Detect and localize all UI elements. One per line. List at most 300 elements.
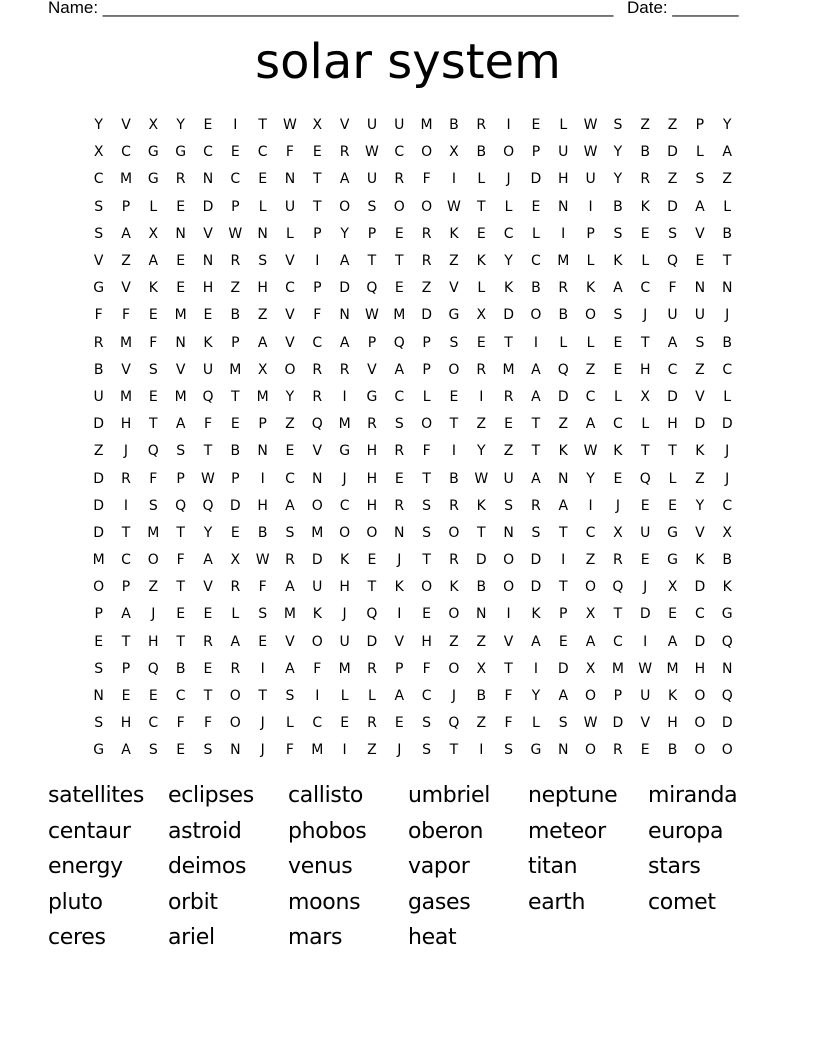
grid-cell[interactable]: G bbox=[147, 171, 159, 188]
grid-cell[interactable]: X bbox=[476, 660, 487, 677]
grid-cell[interactable]: S bbox=[449, 334, 459, 351]
grid-cell[interactable]: B bbox=[722, 552, 733, 569]
grid-cell[interactable]: I bbox=[260, 470, 265, 487]
grid-cell[interactable]: B bbox=[667, 742, 678, 759]
grid-cell[interactable]: Z bbox=[503, 443, 514, 460]
grid-cell[interactable]: E bbox=[148, 688, 158, 705]
grid-cell[interactable]: G bbox=[93, 742, 105, 759]
grid-cell[interactable]: S bbox=[203, 742, 213, 759]
grid-cell[interactable]: H bbox=[366, 497, 378, 514]
grid-cell[interactable]: E bbox=[176, 198, 186, 215]
grid-cell[interactable]: C bbox=[667, 361, 678, 378]
grid-cell[interactable]: W bbox=[228, 225, 243, 242]
grid-cell[interactable]: Z bbox=[449, 253, 459, 270]
grid-cell[interactable]: G bbox=[530, 742, 542, 759]
grid-cell[interactable]: T bbox=[313, 198, 322, 215]
grid-cell[interactable]: R bbox=[449, 552, 459, 569]
grid-cell[interactable]: A bbox=[203, 552, 213, 569]
grid-cell[interactable]: O bbox=[421, 579, 433, 596]
grid-cell[interactable]: V bbox=[285, 253, 295, 270]
grid-cell[interactable]: O bbox=[721, 742, 733, 759]
grid-cell[interactable]: T bbox=[313, 171, 322, 188]
grid-cell[interactable]: W bbox=[365, 307, 379, 324]
grid-cell[interactable]: U bbox=[640, 524, 651, 541]
grid-cell[interactable]: A bbox=[531, 470, 541, 487]
grid-cell[interactable]: L bbox=[723, 388, 732, 405]
grid-cell[interactable]: T bbox=[558, 524, 568, 541]
grid-cell[interactable]: V bbox=[695, 225, 705, 242]
grid-cell[interactable]: Q bbox=[393, 334, 405, 351]
grid-cell[interactable]: C bbox=[722, 361, 733, 378]
grid-cell[interactable]: R bbox=[394, 443, 405, 460]
grid-cell[interactable]: E bbox=[394, 280, 404, 297]
grid-cell[interactable]: K bbox=[476, 497, 486, 514]
grid-cell[interactable]: D bbox=[93, 497, 105, 514]
grid-cell[interactable]: X bbox=[640, 388, 651, 405]
grid-cell[interactable]: H bbox=[694, 660, 706, 677]
grid-cell[interactable]: N bbox=[230, 742, 241, 759]
grid-cell[interactable]: P bbox=[422, 361, 431, 378]
grid-cell[interactable]: F bbox=[313, 660, 322, 677]
grid-cell[interactable]: C bbox=[640, 280, 651, 297]
grid-cell[interactable]: H bbox=[667, 416, 678, 433]
grid-cell[interactable]: S bbox=[285, 688, 295, 705]
grid-cell[interactable]: C bbox=[257, 144, 268, 161]
grid-cell[interactable]: A bbox=[394, 688, 405, 705]
grid-cell[interactable]: S bbox=[94, 715, 104, 732]
grid-cell[interactable]: W bbox=[283, 117, 297, 134]
grid-cell[interactable]: Z bbox=[476, 633, 487, 650]
grid-cell[interactable]: E bbox=[176, 253, 186, 270]
grid-cell[interactable]: O bbox=[393, 198, 405, 215]
grid-cell[interactable]: L bbox=[668, 470, 677, 487]
grid-cell[interactable]: K bbox=[722, 579, 732, 596]
grid-cell[interactable]: C bbox=[93, 171, 104, 188]
grid-cell[interactable]: E bbox=[230, 144, 240, 161]
grid-cell[interactable]: K bbox=[203, 334, 213, 351]
grid-cell[interactable]: N bbox=[175, 225, 186, 242]
grid-cell[interactable]: T bbox=[668, 443, 677, 460]
grid-cell[interactable]: G bbox=[448, 307, 460, 324]
grid-cell[interactable]: I bbox=[479, 742, 484, 759]
grid-cell[interactable]: C bbox=[722, 497, 733, 514]
grid-cell[interactable]: Z bbox=[476, 416, 487, 433]
grid-cell[interactable]: T bbox=[176, 524, 185, 541]
grid-cell[interactable]: I bbox=[506, 117, 511, 134]
grid-cell[interactable]: D bbox=[667, 144, 678, 161]
grid-cell[interactable]: S bbox=[531, 524, 541, 541]
grid-cell[interactable]: U bbox=[558, 144, 569, 161]
grid-cell[interactable]: O bbox=[694, 715, 706, 732]
grid-cell[interactable]: R bbox=[230, 579, 241, 596]
grid-cell[interactable]: P bbox=[231, 198, 240, 215]
grid-cell[interactable]: A bbox=[394, 361, 405, 378]
grid-cell[interactable]: E bbox=[695, 253, 705, 270]
grid-cell[interactable]: A bbox=[339, 171, 350, 188]
grid-cell[interactable]: E bbox=[476, 334, 486, 351]
grid-cell[interactable]: C bbox=[339, 497, 350, 514]
grid-cell[interactable]: A bbox=[285, 579, 295, 596]
grid-cell[interactable]: E bbox=[613, 470, 623, 487]
grid-cell[interactable]: Z bbox=[476, 715, 487, 732]
grid-cell[interactable]: O bbox=[448, 660, 460, 677]
grid-cell[interactable]: O bbox=[448, 606, 460, 623]
grid-cell[interactable]: H bbox=[257, 280, 268, 297]
grid-cell[interactable]: R bbox=[312, 361, 323, 378]
grid-cell[interactable]: A bbox=[285, 497, 295, 514]
grid-cell[interactable]: O bbox=[503, 552, 515, 569]
grid-cell[interactable]: K bbox=[476, 253, 486, 270]
grid-cell[interactable]: E bbox=[668, 606, 677, 623]
grid-cell[interactable]: F bbox=[94, 307, 103, 324]
grid-cell[interactable]: E bbox=[94, 633, 104, 650]
grid-cell[interactable]: E bbox=[422, 606, 432, 623]
grid-cell[interactable]: G bbox=[366, 388, 378, 405]
grid-cell[interactable]: M bbox=[92, 552, 105, 569]
grid-cell[interactable]: S bbox=[148, 361, 158, 378]
grid-cell[interactable]: D bbox=[694, 579, 706, 596]
grid-cell[interactable]: X bbox=[312, 117, 323, 134]
date-field[interactable]: Date: _______ bbox=[627, 0, 739, 17]
grid-cell[interactable]: T bbox=[476, 198, 486, 215]
grid-cell[interactable]: C bbox=[585, 524, 596, 541]
grid-cell[interactable]: E bbox=[531, 117, 541, 134]
grid-cell[interactable]: E bbox=[176, 280, 186, 297]
grid-cell[interactable]: C bbox=[285, 470, 295, 487]
grid-cell[interactable]: M bbox=[119, 334, 133, 351]
grid-cell[interactable]: A bbox=[585, 416, 596, 433]
grid-cell[interactable]: N bbox=[721, 280, 733, 297]
grid-cell[interactable]: K bbox=[394, 579, 404, 596]
grid-cell[interactable]: V bbox=[640, 715, 651, 732]
grid-cell[interactable]: S bbox=[695, 334, 705, 351]
grid-cell[interactable]: B bbox=[476, 688, 487, 705]
grid-cell[interactable]: Z bbox=[667, 117, 678, 134]
grid-cell[interactable]: J bbox=[506, 171, 511, 188]
grid-cell[interactable]: Z bbox=[449, 633, 459, 650]
grid-cell[interactable]: X bbox=[93, 144, 104, 161]
grid-cell[interactable]: A bbox=[722, 144, 732, 161]
grid-cell[interactable]: R bbox=[531, 497, 541, 514]
grid-cell[interactable]: M bbox=[338, 660, 351, 677]
grid-cell[interactable]: A bbox=[285, 660, 295, 677]
grid-cell[interactable]: T bbox=[722, 253, 732, 270]
grid-cell[interactable]: Y bbox=[203, 524, 213, 541]
grid-cell[interactable]: Z bbox=[148, 579, 159, 596]
grid-cell[interactable]: S bbox=[613, 117, 623, 134]
grid-cell[interactable]: U bbox=[284, 198, 296, 215]
grid-cell[interactable]: E bbox=[258, 171, 268, 188]
grid-cell[interactable]: F bbox=[149, 334, 158, 351]
grid-cell[interactable]: N bbox=[503, 524, 514, 541]
grid-cell[interactable]: U bbox=[394, 117, 405, 134]
grid-cell[interactable]: E bbox=[613, 334, 623, 351]
grid-cell[interactable]: A bbox=[667, 633, 678, 650]
grid-cell[interactable]: F bbox=[422, 171, 431, 188]
grid-cell[interactable]: W bbox=[201, 470, 215, 487]
grid-cell[interactable]: J bbox=[260, 742, 265, 759]
grid-cell[interactable]: N bbox=[202, 171, 214, 188]
grid-cell[interactable]: J bbox=[342, 470, 347, 487]
grid-cell[interactable]: X bbox=[585, 606, 596, 623]
grid-cell[interactable]: S bbox=[558, 715, 568, 732]
grid-cell[interactable]: U bbox=[694, 307, 705, 324]
grid-cell[interactable]: I bbox=[506, 606, 511, 623]
grid-cell[interactable]: Z bbox=[421, 280, 432, 297]
grid-cell[interactable]: X bbox=[667, 579, 678, 596]
grid-cell[interactable]: O bbox=[339, 524, 351, 541]
grid-cell[interactable]: W bbox=[583, 144, 598, 161]
grid-cell[interactable]: W bbox=[447, 198, 461, 215]
grid-cell[interactable]: K bbox=[148, 280, 158, 297]
grid-cell[interactable]: F bbox=[504, 715, 513, 732]
grid-cell[interactable]: J bbox=[123, 443, 129, 460]
grid-cell[interactable]: Y bbox=[531, 688, 541, 705]
grid-cell[interactable]: F bbox=[422, 443, 431, 460]
grid-cell[interactable]: N bbox=[558, 470, 569, 487]
grid-cell[interactable]: P bbox=[395, 660, 404, 677]
grid-cell[interactable]: D bbox=[530, 171, 542, 188]
grid-cell[interactable]: T bbox=[367, 579, 377, 596]
grid-cell[interactable]: P bbox=[313, 280, 322, 297]
grid-cell[interactable]: S bbox=[613, 307, 623, 324]
grid-cell[interactable]: N bbox=[257, 443, 268, 460]
grid-cell[interactable]: G bbox=[667, 524, 678, 541]
grid-cell[interactable]: E bbox=[121, 688, 131, 705]
grid-cell[interactable]: R bbox=[640, 171, 651, 188]
grid-cell[interactable]: K bbox=[695, 552, 705, 569]
grid-cell[interactable]: O bbox=[93, 579, 105, 596]
grid-cell[interactable]: H bbox=[257, 497, 268, 514]
grid-cell[interactable]: H bbox=[421, 633, 432, 650]
grid-cell[interactable]: L bbox=[504, 198, 513, 215]
grid-cell[interactable]: P bbox=[231, 334, 240, 351]
grid-cell[interactable]: A bbox=[531, 633, 541, 650]
grid-cell[interactable]: Y bbox=[613, 171, 623, 188]
grid-cell[interactable]: L bbox=[477, 280, 486, 297]
grid-cell[interactable]: D bbox=[530, 552, 542, 569]
grid-cell[interactable]: P bbox=[231, 470, 240, 487]
grid-cell[interactable]: U bbox=[640, 688, 651, 705]
grid-cell[interactable]: V bbox=[695, 388, 705, 405]
grid-cell[interactable]: X bbox=[148, 225, 159, 242]
grid-cell[interactable]: D bbox=[93, 470, 105, 487]
grid-cell[interactable]: L bbox=[559, 117, 568, 134]
grid-cell[interactable]: Z bbox=[285, 416, 295, 433]
grid-cell[interactable]: O bbox=[229, 688, 241, 705]
grid-cell[interactable]: S bbox=[94, 660, 104, 677]
grid-cell[interactable]: O bbox=[311, 633, 323, 650]
grid-cell[interactable]: M bbox=[311, 524, 324, 541]
grid-cell[interactable]: V bbox=[449, 280, 459, 297]
grid-cell[interactable]: E bbox=[258, 633, 268, 650]
grid-cell[interactable]: B bbox=[558, 307, 569, 324]
grid-cell[interactable]: T bbox=[640, 334, 650, 351]
grid-cell[interactable]: M bbox=[174, 307, 187, 324]
grid-cell[interactable]: H bbox=[120, 416, 132, 433]
grid-cell[interactable]: Z bbox=[695, 361, 705, 378]
grid-cell[interactable]: U bbox=[93, 388, 104, 405]
grid-cell[interactable]: I bbox=[643, 633, 648, 650]
grid-cell[interactable]: T bbox=[531, 443, 541, 460]
grid-cell[interactable]: M bbox=[119, 171, 133, 188]
grid-cell[interactable]: S bbox=[94, 198, 104, 215]
grid-cell[interactable]: N bbox=[394, 524, 405, 541]
grid-cell[interactable]: Z bbox=[558, 416, 569, 433]
grid-cell[interactable]: O bbox=[585, 579, 597, 596]
grid-cell[interactable]: K bbox=[449, 579, 459, 596]
grid-cell[interactable]: E bbox=[668, 497, 677, 514]
grid-cell[interactable]: A bbox=[585, 633, 596, 650]
grid-cell[interactable]: W bbox=[583, 117, 598, 134]
grid-cell[interactable]: V bbox=[503, 633, 514, 650]
grid-cell[interactable]: X bbox=[613, 524, 623, 541]
grid-cell[interactable]: B bbox=[230, 307, 241, 324]
grid-cell[interactable]: R bbox=[613, 742, 623, 759]
grid-cell[interactable]: G bbox=[147, 144, 159, 161]
grid-cell[interactable]: N bbox=[93, 688, 104, 705]
grid-cell[interactable]: H bbox=[366, 443, 378, 460]
grid-cell[interactable]: I bbox=[451, 171, 456, 188]
grid-cell[interactable]: P bbox=[559, 606, 568, 623]
grid-cell[interactable]: K bbox=[449, 225, 459, 242]
grid-cell[interactable]: A bbox=[339, 253, 350, 270]
grid-cell[interactable]: S bbox=[695, 171, 705, 188]
grid-cell[interactable]: C bbox=[230, 171, 241, 188]
grid-cell[interactable]: H bbox=[366, 470, 378, 487]
grid-cell[interactable]: T bbox=[121, 524, 131, 541]
grid-cell[interactable]: L bbox=[532, 225, 540, 242]
grid-cell[interactable]: X bbox=[476, 307, 487, 324]
grid-cell[interactable]: Y bbox=[613, 144, 623, 161]
grid-cell[interactable]: L bbox=[286, 225, 294, 242]
grid-cell[interactable]: A bbox=[558, 497, 569, 514]
grid-cell[interactable]: J bbox=[725, 307, 730, 324]
grid-cell[interactable]: E bbox=[203, 660, 213, 677]
grid-cell[interactable]: N bbox=[339, 307, 350, 324]
grid-cell[interactable]: I bbox=[479, 388, 484, 405]
name-field[interactable]: Name: ______________________________________________________ bbox=[48, 0, 614, 17]
grid-cell[interactable]: Y bbox=[94, 117, 103, 134]
grid-cell[interactable]: U bbox=[366, 117, 378, 134]
grid-cell[interactable]: F bbox=[149, 470, 158, 487]
grid-cell[interactable]: E bbox=[285, 443, 295, 460]
grid-cell[interactable]: W bbox=[583, 715, 598, 732]
grid-cell[interactable]: T bbox=[394, 253, 404, 270]
grid-cell[interactable]: J bbox=[451, 688, 456, 705]
grid-cell[interactable]: V bbox=[285, 307, 295, 324]
grid-cell[interactable]: H bbox=[557, 171, 569, 188]
grid-cell[interactable]: Q bbox=[202, 497, 214, 514]
grid-cell[interactable]: R bbox=[285, 552, 295, 569]
grid-cell[interactable]: J bbox=[725, 443, 730, 460]
grid-cell[interactable]: L bbox=[532, 715, 540, 732]
grid-cell[interactable]: E bbox=[312, 144, 322, 161]
grid-cell[interactable]: I bbox=[533, 660, 538, 677]
grid-cell[interactable]: Q bbox=[311, 416, 323, 433]
grid-cell[interactable]: T bbox=[176, 633, 185, 650]
grid-cell[interactable]: T bbox=[203, 688, 213, 705]
grid-cell[interactable]: X bbox=[230, 552, 241, 569]
grid-cell[interactable]: F bbox=[504, 688, 513, 705]
grid-cell[interactable]: W bbox=[365, 144, 379, 161]
grid-cell[interactable]: D bbox=[202, 198, 214, 215]
grid-cell[interactable]: O bbox=[147, 552, 159, 569]
grid-cell[interactable]: R bbox=[558, 280, 569, 297]
grid-cell[interactable]: M bbox=[393, 307, 406, 324]
grid-cell[interactable]: L bbox=[477, 171, 486, 188]
grid-cell[interactable]: Z bbox=[640, 117, 651, 134]
grid-cell[interactable]: Y bbox=[504, 253, 513, 270]
grid-cell[interactable]: Q bbox=[202, 388, 214, 405]
grid-cell[interactable]: V bbox=[312, 443, 323, 460]
grid-cell[interactable]: S bbox=[504, 497, 514, 514]
grid-cell[interactable]: G bbox=[721, 606, 733, 623]
grid-cell[interactable]: X bbox=[585, 660, 596, 677]
grid-cell[interactable]: S bbox=[367, 198, 377, 215]
grid-cell[interactable]: D bbox=[612, 715, 624, 732]
grid-cell[interactable]: A bbox=[667, 334, 678, 351]
grid-cell[interactable]: F bbox=[285, 144, 294, 161]
grid-cell[interactable]: F bbox=[203, 715, 212, 732]
grid-cell[interactable]: J bbox=[397, 742, 402, 759]
grid-cell[interactable]: Z bbox=[722, 171, 732, 188]
grid-cell[interactable]: Q bbox=[612, 579, 624, 596]
grid-cell[interactable]: E bbox=[176, 742, 186, 759]
grid-cell[interactable]: L bbox=[559, 334, 568, 351]
grid-cell[interactable]: L bbox=[695, 144, 704, 161]
grid-cell[interactable]: V bbox=[121, 280, 131, 297]
grid-cell[interactable]: R bbox=[476, 117, 487, 134]
grid-cell[interactable]: Q bbox=[147, 660, 159, 677]
grid-cell[interactable]: J bbox=[151, 606, 156, 623]
grid-cell[interactable]: E bbox=[148, 388, 158, 405]
grid-cell[interactable]: D bbox=[694, 416, 706, 433]
grid-cell[interactable]: O bbox=[694, 742, 706, 759]
grid-cell[interactable]: R bbox=[367, 416, 377, 433]
grid-cell[interactable]: D bbox=[694, 633, 706, 650]
grid-cell[interactable]: L bbox=[613, 388, 622, 405]
grid-cell[interactable]: D bbox=[339, 280, 350, 297]
grid-cell[interactable]: C bbox=[503, 225, 514, 242]
grid-cell[interactable]: R bbox=[367, 715, 377, 732]
grid-cell[interactable]: A bbox=[531, 361, 541, 378]
grid-cell[interactable]: D bbox=[229, 497, 241, 514]
grid-cell[interactable]: Z bbox=[230, 280, 241, 297]
grid-cell[interactable]: I bbox=[315, 688, 320, 705]
grid-cell[interactable]: R bbox=[230, 253, 241, 270]
grid-cell[interactable]: Q bbox=[366, 606, 378, 623]
grid-cell[interactable]: M bbox=[666, 660, 679, 677]
grid-cell[interactable]: E bbox=[394, 225, 404, 242]
grid-cell[interactable]: M bbox=[174, 388, 187, 405]
grid-cell[interactable]: R bbox=[339, 144, 350, 161]
grid-cell[interactable]: P bbox=[531, 144, 541, 161]
grid-cell[interactable]: D bbox=[475, 552, 487, 569]
grid-cell[interactable]: H bbox=[202, 280, 214, 297]
grid-cell[interactable]: Y bbox=[722, 117, 732, 134]
grid-cell[interactable]: N bbox=[558, 198, 569, 215]
grid-cell[interactable]: E bbox=[558, 633, 568, 650]
grid-cell[interactable]: E bbox=[640, 225, 650, 242]
grid-cell[interactable]: O bbox=[694, 688, 706, 705]
grid-cell[interactable]: E bbox=[449, 388, 459, 405]
grid-cell[interactable]: S bbox=[285, 524, 295, 541]
grid-cell[interactable]: Z bbox=[121, 253, 131, 270]
grid-cell[interactable]: L bbox=[231, 606, 240, 623]
grid-cell[interactable]: L bbox=[641, 253, 650, 270]
grid-cell[interactable]: I bbox=[397, 606, 402, 623]
